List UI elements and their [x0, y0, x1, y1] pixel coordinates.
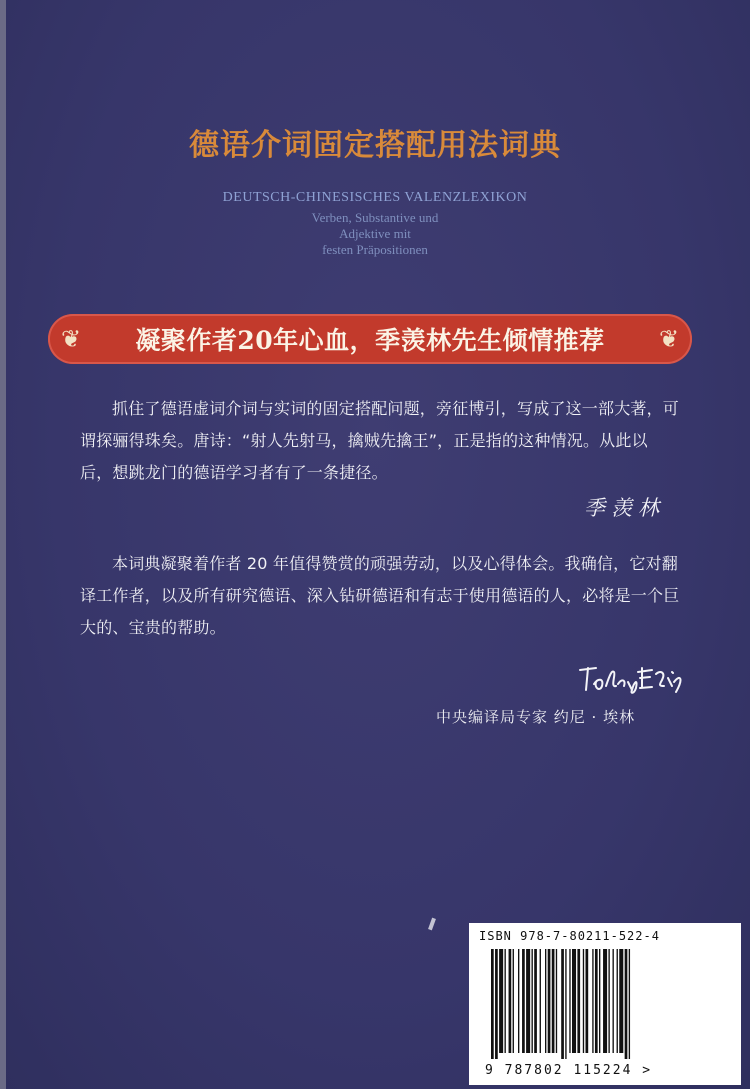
barcode-digits: 9 787802 115224 >: [485, 1063, 653, 1078]
book-subtitle-german: [0, 210, 750, 258]
endorsement-paragraph-2: 本词典凝聚着作者 20 年值得赞赏的顽强劳动，以及心得体会。我确信，它对翻译工作者，以及所有研究德语、深入钻研德语和有志于使用德语的人，必将是一个巨大的、宝贵的帮助。: [80, 554, 680, 637]
flourish-right-icon: ❦: [658, 325, 680, 353]
banner-text: 凝聚作者20年心血，季羡林先生倾情推荐: [135, 326, 605, 355]
endorsement-paragraph-1: 抓住了德语虚词介词与实词的固定搭配问题，旁征博引，写成了这一部大著，可谓探骊得珠矣。唐诗：“射人先射马，擒贼先擒王”，正是指的这种情况。从此以后，想跳龙门的德语学习者有了一条捷径。: [80, 399, 680, 482]
subtitle-line: festen Präpositionen: [322, 242, 428, 257]
subtitle-line: Adjektive mit: [339, 226, 411, 241]
subtitle-line: Verben, Substantive und: [311, 210, 439, 225]
endorser-credit: 中央编译局专家 约尼 · 埃林: [436, 708, 636, 726]
book-title-chinese: 德语介词固定搭配用法词典: [189, 128, 561, 163]
signature-ji-xianlin: 季羡林: [584, 496, 665, 520]
recommendation-banner: [48, 314, 692, 364]
isbn-number: ISBN 978-7-80211-522-4: [479, 929, 660, 943]
book-title-german: DEUTSCH-CHINESISCHES VALENZLEXIKON: [222, 190, 528, 205]
isbn-barcode-label: [469, 923, 741, 1085]
barcode-icon: [491, 949, 717, 1059]
flourish-left-icon: ❦: [60, 325, 82, 353]
handwritten-signature-icon: [576, 660, 686, 696]
